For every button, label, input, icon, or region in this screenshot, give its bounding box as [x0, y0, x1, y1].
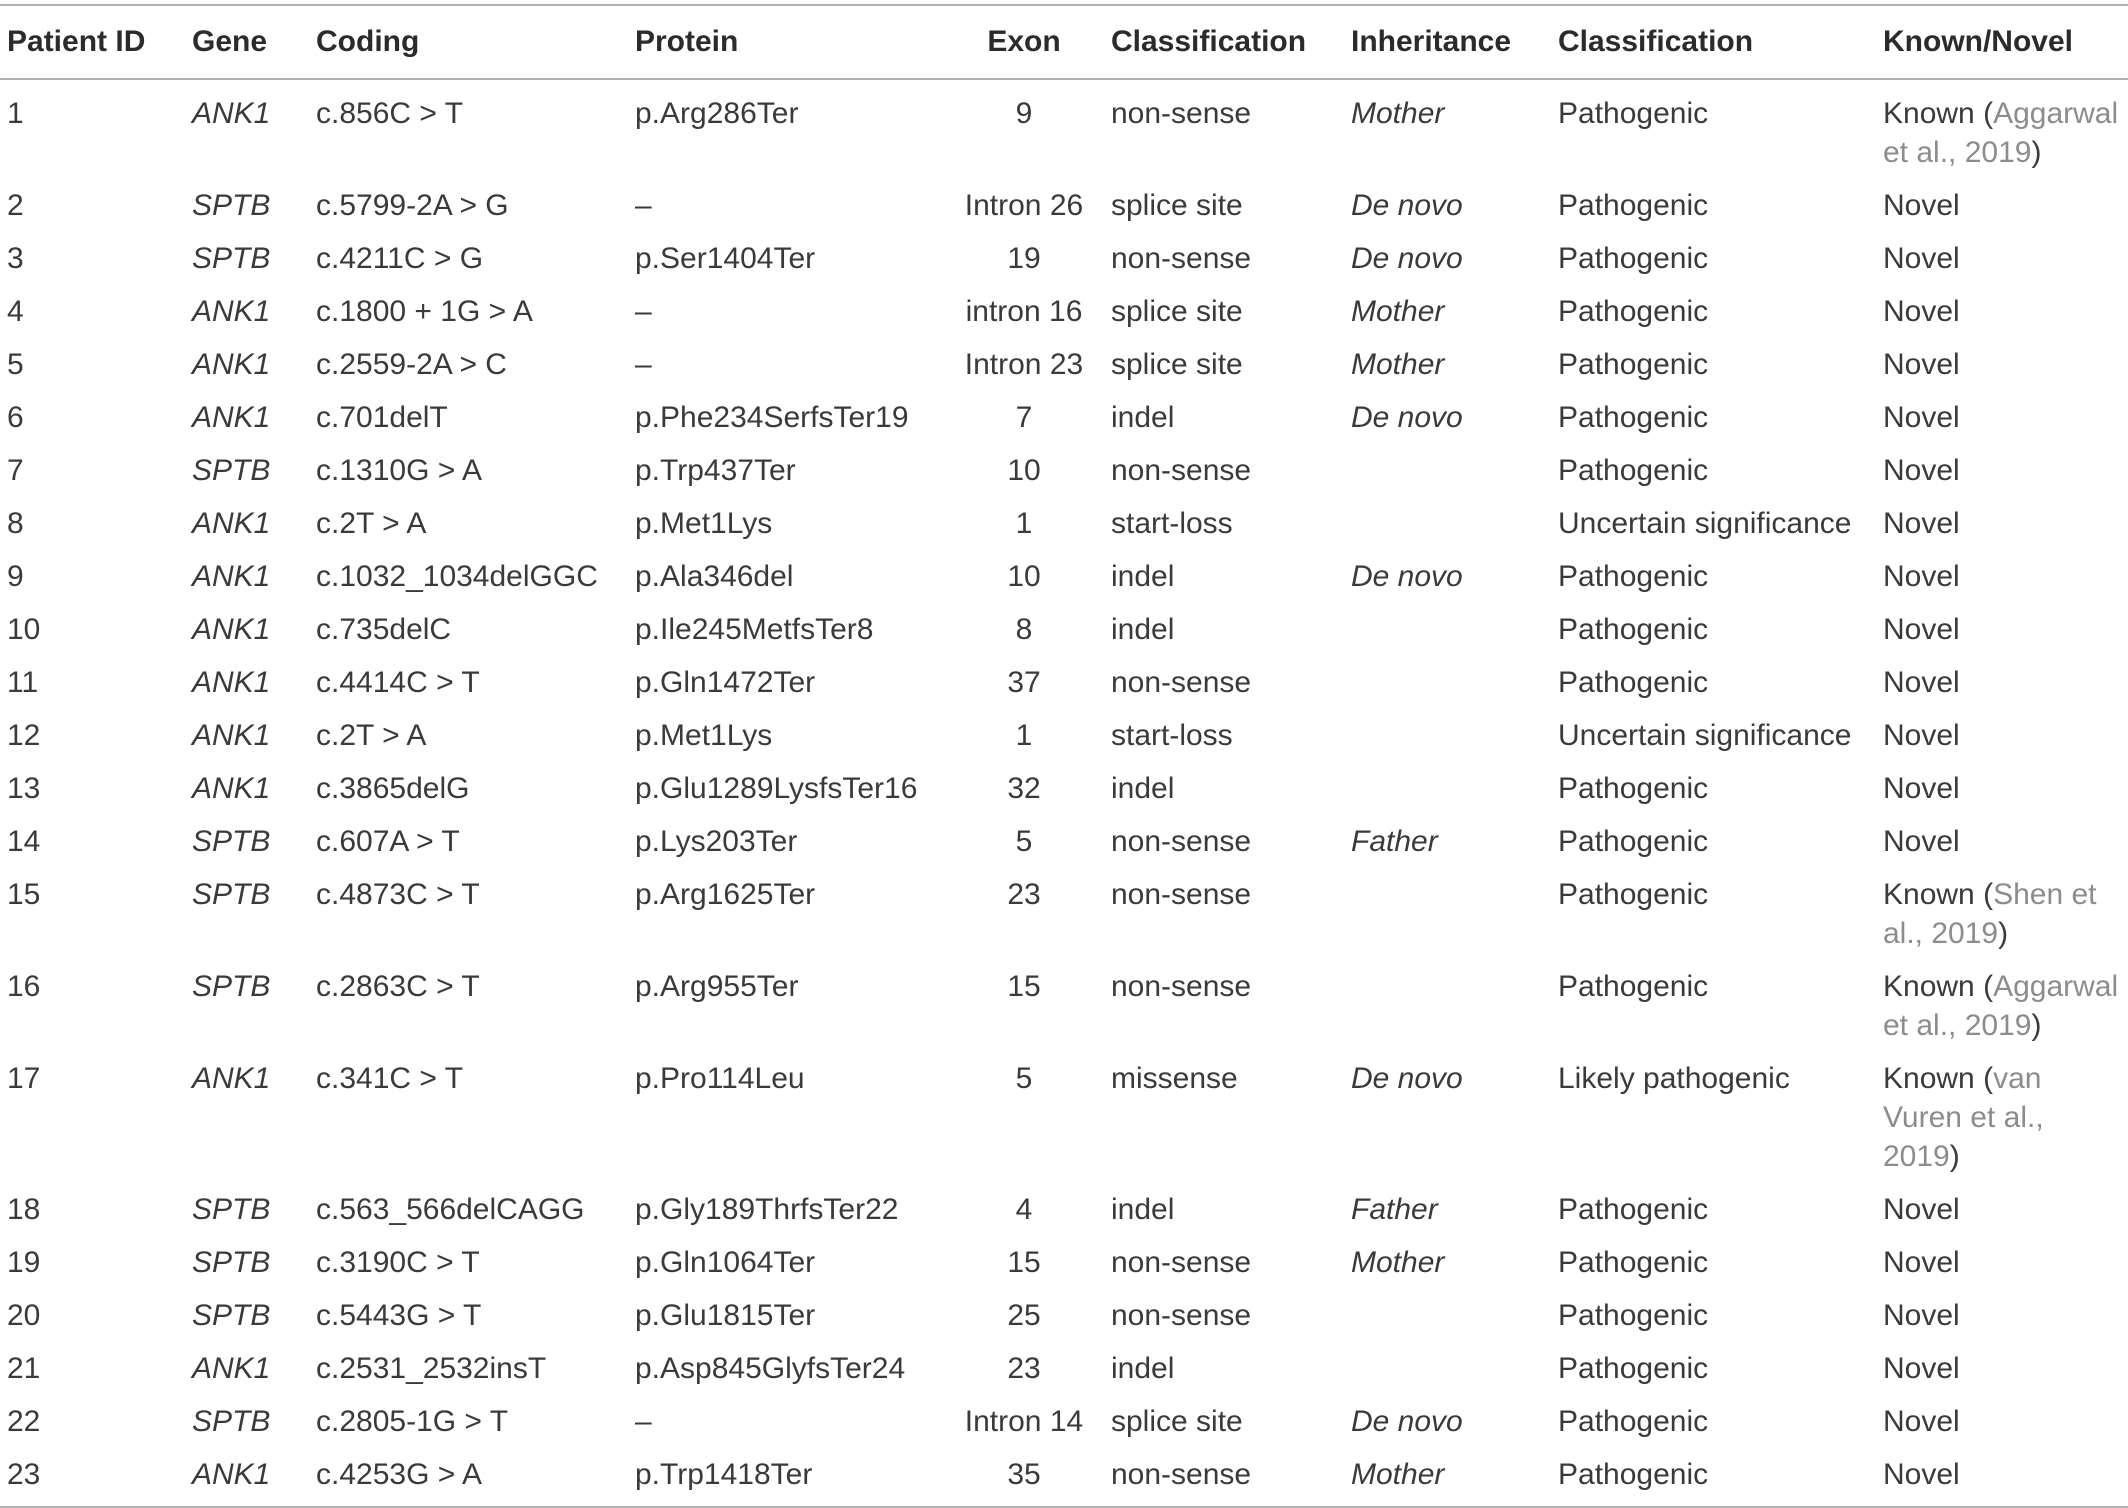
cell-known-novel	[1876, 1045, 2128, 1176]
cell-classification: indel	[1111, 560, 1175, 593]
cell-coding: c.607A > T	[316, 825, 460, 858]
cell-gene: ANK1	[185, 1441, 309, 1507]
cell-inheritance: Mother	[1351, 1246, 1445, 1279]
cell-classification: indel	[1111, 1352, 1175, 1385]
cell-protein: –	[635, 295, 652, 328]
cell-classification: non-sense	[1111, 970, 1252, 1003]
cell-known-novel: Novel	[1883, 507, 1960, 540]
cell-inheritance: De novo	[1351, 1405, 1463, 1438]
cell-coding: c.1310G > A	[316, 454, 482, 487]
cell-acmg-classification: Pathogenic	[1558, 295, 1709, 328]
cell-gene: SPTB	[192, 1405, 271, 1438]
cell-acmg-classification: Pathogenic	[1558, 348, 1709, 381]
cell-inheritance	[1344, 755, 1551, 808]
header-row	[0, 5, 2128, 79]
cell-known-novel: Novel	[1883, 613, 1960, 646]
cell-gene: ANK1	[192, 507, 271, 540]
cell-acmg-classification: Pathogenic	[1558, 401, 1709, 434]
cell-patient-id: 6	[7, 401, 24, 434]
variant-table-container	[0, 4, 2128, 1508]
cell-gene: ANK1	[192, 401, 271, 434]
cell-coding: c.4253G > A	[309, 1441, 628, 1507]
cell-exon: 37	[1007, 666, 1041, 699]
table-row	[0, 808, 2128, 861]
cell-protein: p.Met1Lys	[635, 719, 773, 752]
known-suffix: )	[1949, 1140, 1960, 1173]
table-row	[0, 1335, 2128, 1388]
table-row	[0, 1229, 2128, 1282]
cell-classification: indel	[1111, 401, 1175, 434]
cell-acmg-classification: Uncertain significance	[1558, 507, 1852, 540]
cell-known-novel: Novel	[1883, 825, 1960, 858]
cell-classification: non-sense	[1111, 666, 1252, 699]
cell-classification: non-sense	[1111, 825, 1252, 858]
cell-known-novel: Novel	[1883, 348, 1960, 381]
cell-coding: c.5443G > T	[316, 1299, 482, 1332]
cell-known-novel: Novel	[1883, 401, 1960, 434]
cell-acmg-classification: Pathogenic	[1551, 1441, 1876, 1507]
cell-known-novel: Novel	[1883, 454, 1960, 487]
cell-protein: –	[635, 348, 652, 381]
table-row	[0, 79, 2128, 172]
cell-patient-id: 1	[7, 97, 24, 130]
cell-inheritance: Father	[1351, 825, 1438, 858]
cell-classification: non-sense	[1111, 878, 1252, 911]
cell-patient-id: 12	[7, 719, 41, 752]
cell-inheritance: Mother	[1344, 1441, 1551, 1507]
cell-exon: 15	[1007, 1246, 1041, 1279]
cell-protein: p.Glu1289LysfsTer16	[635, 772, 918, 805]
cell-exon: 5	[1015, 1062, 1033, 1095]
cell-patient-id: 9	[7, 560, 24, 593]
cell-protein: p.Gln1472Ter	[635, 666, 816, 699]
cell-patient-id: 20	[7, 1299, 41, 1332]
variant-table	[0, 4, 2128, 1508]
cell-inheritance: Mother	[1351, 348, 1445, 381]
cell-inheritance: De novo	[1351, 401, 1463, 434]
cell-exon: 19	[1007, 242, 1041, 275]
table-row	[0, 384, 2128, 437]
table-row	[0, 1441, 2128, 1507]
cell-exon: 10	[1007, 454, 1041, 487]
cell-known-novel	[1876, 79, 2128, 172]
cell-known-novel: Novel	[1883, 772, 1960, 805]
cell-patient-id: 14	[7, 825, 41, 858]
cell-protein: p.Gly189ThrfsTer22	[635, 1193, 899, 1226]
cell-exon: 4	[1015, 1193, 1033, 1226]
cell-exon: 35	[944, 1441, 1104, 1507]
cell-coding: c.3865delG	[316, 772, 470, 805]
cell-patient-id: 8	[7, 507, 24, 540]
cell-patient-id: 10	[7, 613, 41, 646]
table-row	[0, 649, 2128, 702]
table-body	[0, 79, 2128, 1507]
cell-gene: SPTB	[192, 970, 271, 1003]
table-row	[0, 1388, 2128, 1441]
cell-known-novel: Novel	[1876, 1441, 2128, 1507]
cell-gene: ANK1	[192, 613, 271, 646]
cell-gene: SPTB	[192, 1246, 271, 1279]
cell-coding: c.2531_2532insT	[316, 1352, 547, 1385]
cell-inheritance	[1344, 649, 1551, 702]
cell-patient-id: 18	[7, 1193, 41, 1226]
table-row	[0, 1282, 2128, 1335]
table-row	[0, 437, 2128, 490]
cell-classification: start-loss	[1111, 507, 1233, 540]
cell-classification: splice site	[1111, 295, 1243, 328]
cell-protein: p.Lys203Ter	[635, 825, 798, 858]
table-row	[0, 331, 2128, 384]
table-row	[0, 490, 2128, 543]
cell-coding: c.4873C > T	[316, 878, 480, 911]
cell-coding: c.2T > A	[316, 719, 427, 752]
cell-acmg-classification: Pathogenic	[1558, 878, 1709, 911]
cell-exon: 8	[1015, 613, 1033, 646]
cell-patient-id: 17	[7, 1062, 41, 1095]
cell-acmg-classification: Pathogenic	[1558, 454, 1709, 487]
cell-exon: 1	[1015, 719, 1033, 752]
cell-exon: 9	[1015, 97, 1033, 130]
cell-patient-id: 19	[7, 1246, 41, 1279]
cell-inheritance	[1344, 490, 1551, 543]
cell-inheritance	[1344, 1282, 1551, 1335]
cell-acmg-classification: Pathogenic	[1558, 560, 1709, 593]
cell-classification: non-sense	[1111, 1246, 1252, 1279]
cell-exon: 10	[1007, 560, 1041, 593]
cell-protein: p.Ile245MetfsTer8	[635, 613, 874, 646]
cell-inheritance: Father	[1351, 1193, 1438, 1226]
table-row	[0, 543, 2128, 596]
cell-acmg-classification: Pathogenic	[1558, 242, 1709, 275]
col-header-acmg-classification: Classification	[1551, 5, 1876, 79]
cell-gene: SPTB	[192, 878, 271, 911]
cell-patient-id: 15	[7, 878, 41, 911]
cell-patient-id: 13	[7, 772, 41, 805]
cell-protein: p.Pro114Leu	[635, 1062, 805, 1095]
cell-exon: 7	[1015, 401, 1033, 434]
table-row	[0, 861, 2128, 953]
cell-classification: non-sense	[1104, 1441, 1344, 1507]
cell-classification: splice site	[1111, 189, 1243, 222]
cell-known-novel: Novel	[1883, 1299, 1960, 1332]
known-suffix: )	[2031, 1009, 2042, 1042]
citation-link[interactable]: Aggarwal et al., 2019	[1883, 970, 2119, 1042]
cell-known-novel: Novel	[1883, 295, 1960, 328]
citation-link[interactable]: Aggarwal et al., 2019	[1883, 97, 2119, 169]
cell-protein: p.Met1Lys	[635, 507, 773, 540]
cell-gene: ANK1	[192, 772, 271, 805]
cell-acmg-classification: Uncertain significance	[1558, 719, 1852, 752]
cell-exon: intron 16	[965, 295, 1083, 328]
cell-coding: c.2T > A	[316, 507, 427, 540]
cell-coding: c.4211C > G	[316, 242, 484, 275]
cell-classification: splice site	[1111, 1405, 1243, 1438]
known-prefix: Known (	[1883, 97, 1994, 130]
cell-inheritance: Mother	[1351, 97, 1445, 130]
cell-known-novel: Novel	[1883, 1193, 1960, 1226]
cell-gene: SPTB	[192, 825, 271, 858]
table-row	[0, 278, 2128, 331]
cell-inheritance	[1344, 437, 1551, 490]
cell-known-novel	[1876, 953, 2128, 1045]
known-prefix: Known (	[1883, 1062, 1994, 1095]
cell-coding: c.1032_1034delGGC	[316, 560, 598, 593]
known-prefix: Known (	[1883, 878, 1994, 911]
cell-protein: –	[635, 1405, 652, 1438]
cell-patient-id: 22	[7, 1405, 41, 1438]
cell-known-novel	[1876, 861, 2128, 953]
cell-protein: p.Gln1064Ter	[635, 1246, 816, 1279]
citation-link[interactable]: van Vuren et al., 2019	[1883, 1062, 2044, 1173]
cell-coding: c.2805-1G > T	[316, 1405, 509, 1438]
cell-inheritance	[1344, 1335, 1551, 1388]
cell-protein: p.Ser1404Ter	[635, 242, 816, 275]
cell-known-novel: Novel	[1883, 1352, 1960, 1385]
known-suffix: )	[2031, 136, 2042, 169]
table-header	[0, 5, 2128, 79]
col-header-coding: Coding	[309, 5, 628, 79]
col-header-known-novel: Known/Novel	[1876, 5, 2128, 79]
cell-acmg-classification: Pathogenic	[1558, 666, 1709, 699]
cell-acmg-classification: Pathogenic	[1558, 825, 1709, 858]
cell-gene: ANK1	[192, 348, 271, 381]
cell-exon: 32	[1007, 772, 1041, 805]
cell-gene: SPTB	[192, 1299, 271, 1332]
col-header-patient-id: Patient ID	[0, 5, 185, 79]
cell-protein: p.Glu1815Ter	[635, 1299, 816, 1332]
cell-classification: splice site	[1111, 348, 1243, 381]
table-row	[0, 172, 2128, 225]
cell-acmg-classification: Likely pathogenic	[1558, 1062, 1790, 1095]
cell-acmg-classification: Pathogenic	[1558, 970, 1709, 1003]
cell-known-novel: Novel	[1883, 719, 1960, 752]
col-header-inheritance: Inheritance	[1344, 5, 1551, 79]
cell-gene: ANK1	[192, 97, 271, 130]
table-row	[0, 953, 2128, 1045]
cell-exon: Intron 23	[964, 348, 1084, 381]
cell-exon: 23	[1007, 1352, 1041, 1385]
cell-known-novel: Novel	[1883, 560, 1960, 593]
cell-known-novel: Novel	[1883, 1405, 1960, 1438]
cell-exon: 25	[1007, 1299, 1041, 1332]
cell-coding: c.3190C > T	[316, 1246, 480, 1279]
cell-patient-id: 3	[7, 242, 24, 275]
table-row	[0, 1045, 2128, 1176]
cell-gene: ANK1	[192, 719, 271, 752]
col-header-gene: Gene	[185, 5, 309, 79]
cell-classification: non-sense	[1111, 454, 1252, 487]
cell-gene: SPTB	[192, 1193, 271, 1226]
cell-acmg-classification: Pathogenic	[1558, 1246, 1709, 1279]
col-header-classification: Classification	[1104, 5, 1344, 79]
cell-coding: c.701delT	[316, 401, 448, 434]
cell-acmg-classification: Pathogenic	[1558, 613, 1709, 646]
cell-inheritance: Mother	[1351, 295, 1445, 328]
cell-inheritance: De novo	[1351, 242, 1463, 275]
cell-gene: ANK1	[192, 666, 271, 699]
cell-patient-id: 21	[7, 1352, 41, 1385]
cell-acmg-classification: Pathogenic	[1558, 189, 1709, 222]
cell-gene: SPTB	[192, 454, 271, 487]
cell-protein: –	[635, 189, 652, 222]
cell-gene: ANK1	[192, 560, 271, 593]
known-suffix: )	[1998, 917, 2009, 950]
cell-gene: ANK1	[192, 1062, 271, 1095]
cell-coding: c.2863C > T	[316, 970, 480, 1003]
cell-coding: c.1800 + 1G > A	[316, 295, 533, 328]
cell-exon: Intron 14	[964, 1405, 1084, 1438]
cell-coding: c.563_566delCAGG	[316, 1193, 585, 1226]
cell-gene: ANK1	[192, 295, 271, 328]
cell-acmg-classification: Pathogenic	[1558, 1299, 1709, 1332]
cell-classification: indel	[1111, 772, 1175, 805]
cell-exon: 23	[1007, 878, 1041, 911]
cell-classification: indel	[1111, 1193, 1175, 1226]
cell-gene: SPTB	[192, 189, 271, 222]
cell-protein: p.Asp845GlyfsTer24	[635, 1352, 906, 1385]
cell-coding: c.341C > T	[316, 1062, 464, 1095]
table-row	[0, 596, 2128, 649]
cell-classification: indel	[1111, 613, 1175, 646]
cell-known-novel: Novel	[1883, 1246, 1960, 1279]
cell-exon: 5	[1015, 825, 1033, 858]
cell-protein: p.Ala346del	[635, 560, 794, 593]
cell-exon: Intron 26	[964, 189, 1084, 222]
col-header-exon: Exon	[944, 5, 1104, 79]
cell-acmg-classification: Pathogenic	[1558, 1193, 1709, 1226]
cell-protein: p.Trp1418Ter	[628, 1441, 944, 1507]
cell-protein: p.Phe234SerfsTer19	[635, 401, 909, 434]
cell-inheritance: De novo	[1351, 560, 1463, 593]
cell-known-novel: Novel	[1883, 189, 1960, 222]
cell-known-novel: Novel	[1883, 242, 1960, 275]
cell-protein: p.Trp437Ter	[635, 454, 796, 487]
cell-classification: start-loss	[1111, 719, 1233, 752]
cell-classification: non-sense	[1111, 242, 1252, 275]
cell-coding: c.5799-2A > G	[316, 189, 509, 222]
cell-patient-id: 5	[7, 348, 24, 381]
cell-protein: p.Arg955Ter	[635, 970, 799, 1003]
cell-patient-id: 2	[7, 189, 24, 222]
cell-coding: c.4414C > T	[316, 666, 480, 699]
cell-patient-id: 11	[7, 666, 39, 699]
cell-acmg-classification: Pathogenic	[1558, 1352, 1709, 1385]
cell-patient-id: 16	[7, 970, 41, 1003]
cell-coding: c.856C > T	[316, 97, 464, 130]
cell-known-novel: Novel	[1883, 666, 1960, 699]
cell-gene: ANK1	[192, 1352, 271, 1385]
cell-inheritance	[1344, 702, 1551, 755]
cell-patient-id: 4	[7, 295, 24, 328]
col-header-protein: Protein	[628, 5, 944, 79]
cell-acmg-classification: Pathogenic	[1558, 1405, 1709, 1438]
table-row	[0, 702, 2128, 755]
cell-acmg-classification: Pathogenic	[1558, 97, 1709, 130]
citation-link[interactable]: Shen et al., 2019	[1883, 878, 2097, 950]
cell-protein: p.Arg286Ter	[635, 97, 799, 130]
cell-coding: c.2559-2A > C	[316, 348, 507, 381]
table-row	[0, 225, 2128, 278]
cell-acmg-classification: Pathogenic	[1558, 772, 1709, 805]
cell-inheritance: De novo	[1351, 189, 1463, 222]
cell-gene: SPTB	[192, 242, 271, 275]
cell-coding: c.735delC	[316, 613, 452, 646]
cell-protein: p.Arg1625Ter	[635, 878, 816, 911]
cell-classification: non-sense	[1111, 1299, 1252, 1332]
cell-classification: missense	[1111, 1062, 1238, 1095]
cell-patient-id: 23	[0, 1441, 185, 1507]
cell-inheritance	[1344, 596, 1551, 649]
cell-inheritance: De novo	[1351, 1062, 1463, 1095]
cell-exon: 15	[1007, 970, 1041, 1003]
cell-inheritance	[1344, 861, 1551, 953]
cell-classification: non-sense	[1111, 97, 1252, 130]
cell-exon: 1	[1015, 507, 1033, 540]
table-row	[0, 755, 2128, 808]
table-row	[0, 1176, 2128, 1229]
cell-inheritance	[1344, 953, 1551, 1045]
cell-patient-id: 7	[7, 454, 24, 487]
known-prefix: Known (	[1883, 970, 1994, 1003]
